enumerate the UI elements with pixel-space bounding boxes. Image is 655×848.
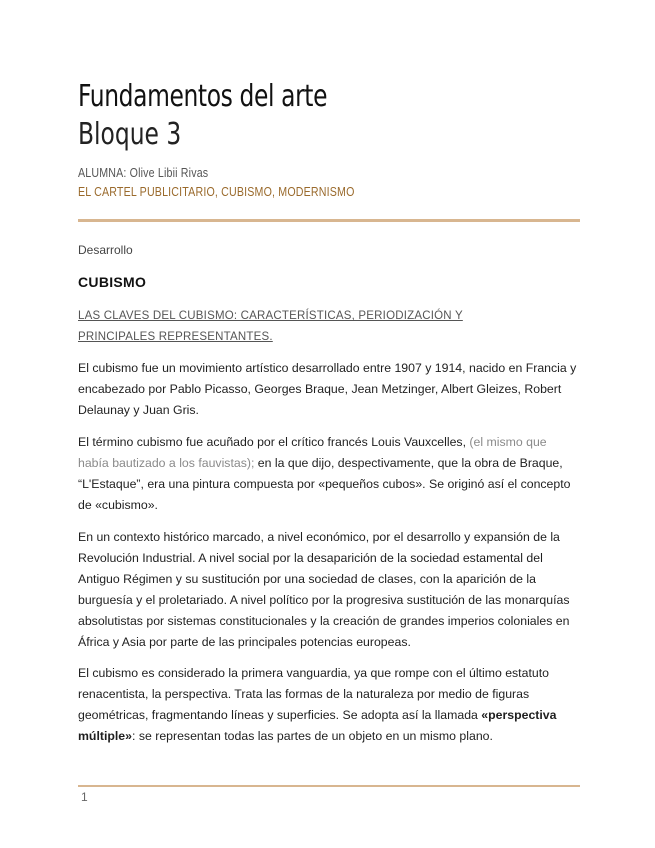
section-label: Desarrollo xyxy=(78,243,133,257)
paragraph-2 xyxy=(78,432,580,516)
paragraph-2-text-c: en la que dijo, despectivamente, que la obra de Braque, “L'Estaque”, era una pintura compuesta por «pequeños cubos». Se originó así el concepto de «cubismo». xyxy=(78,456,571,512)
section-subheading: LAS CLAVES DEL CUBISMO: CARACTERÍSTICAS, PERIODIZACIÓN Y PRINCIPALES REPRESENTANTES. xyxy=(78,310,463,343)
document-subtitle: Bloque 3 xyxy=(78,117,182,152)
header-divider xyxy=(78,219,580,222)
document-topic: EL CARTEL PUBLICITARIO, CUBISMO, MODERNISMO xyxy=(78,184,355,199)
paragraph-2-aside: (el mismo que había bautizado a los fauvistas); xyxy=(78,435,547,470)
paragraph-4-text-a: El cubismo es considerado la primera vanguardia, ya que rompe con el último estatuto renacentista, la perspectiva. Trata las formas de la naturaleza por medio de figuras geométricas, fragmentando líneas y superficies. Se adopta así la llamada xyxy=(78,666,549,722)
section-heading: CUBISMO xyxy=(78,274,147,290)
paragraph-3: En un contexto histórico marcado, a nivel económico, por el desarrollo y expansión de la Revolución Industrial. A nivel social por la desaparición de la sociedad estamental del Antiguo Régimen y su sustitución por una sociedad de clases, con la aparición de la burguesía y el proletariado. A nivel político por la progresiva sustitución de las monarquías absolutistas por sistemas constitucionales y la creación de grandes imperios coloniales en África y Asia por parte de las principales potencias europeas. xyxy=(78,530,570,649)
paragraph-4 xyxy=(78,663,580,747)
footer-divider xyxy=(78,785,580,787)
paragraph-4-emphasis: «perspectiva múltiple» xyxy=(78,708,557,743)
student-name: ALUMNA: Olive Libii Rivas xyxy=(78,165,209,180)
page-number: 1 xyxy=(81,790,88,804)
paragraph-4-text-c: : se representan todas las partes de un objeto en un mismo plano. xyxy=(131,729,493,743)
paragraph-2-text-a: El término cubismo fue acuñado por el crítico francés Louis Vauxcelles, xyxy=(78,435,470,449)
document-title: Fundamentos del arte xyxy=(78,79,328,114)
paragraph-1: El cubismo fue un movimiento artístico desarrollado entre 1907 y 1914, nacido en Francia y encabezado por Pablo Picasso, Georges Braque, Jean Metzinger, Albert Gleizes, Robert Delaunay y Juan Gris. xyxy=(78,361,577,417)
